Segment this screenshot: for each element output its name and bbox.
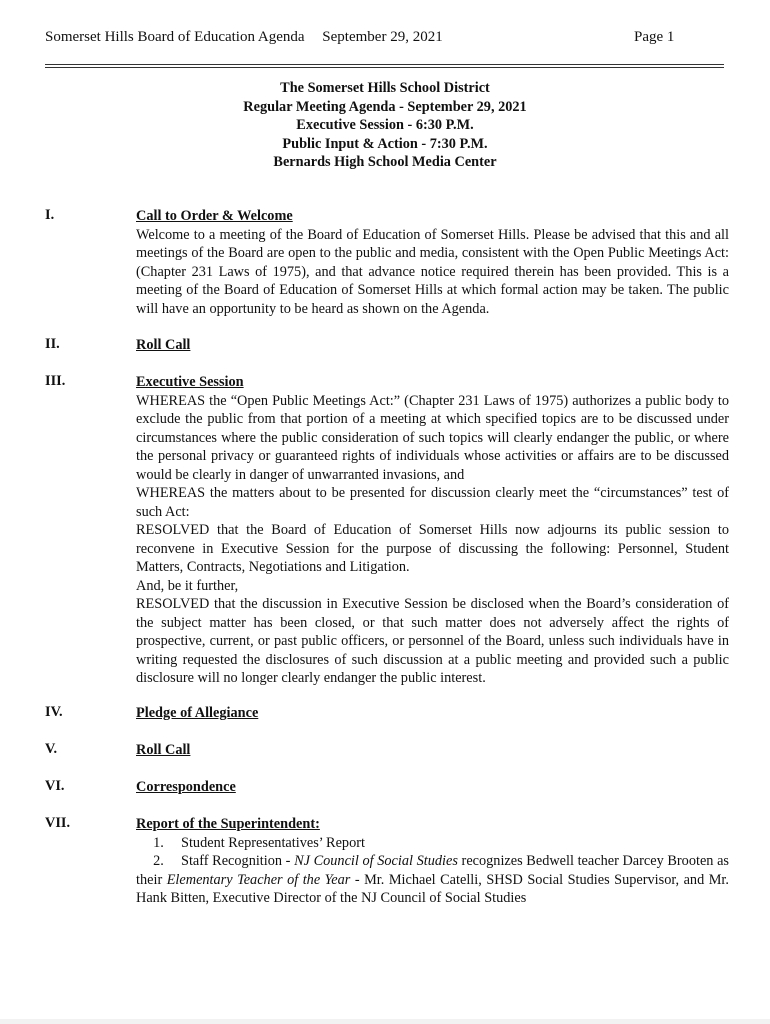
title-block [0,79,770,172]
section-number: I. [45,207,55,223]
section-heading: Call to Order & Welcome [136,208,293,224]
further-paragraph: And, be it further, [136,577,239,594]
list-item-text: Staff Recognition - [181,853,295,869]
organization-name: NJ Council of Social Studies [294,853,458,869]
section-pledge [45,704,729,723]
section-heading: Roll Call [136,337,191,353]
section-call-to-order [45,207,729,318]
resolved-paragraph: RESOLVED that the Board of Education of Somerset Hills now adjourns its public session to reconvene in Executive Session for the purpose of discussing the following: Personnel, Student Matters, Contracts, Negotiations and Litigation. [136,522,729,575]
list-item-text: recognizes Bedwell teacher Darcey Brooten as their [136,853,729,888]
section-superintendent-report [45,815,729,908]
list-item-text: - Mr. Michael Catelli, SHSD Social Studies Supervisor, and Mr. Hank Bitten, Executive Director of the NJ Council of Social Studies [136,871,729,906]
section-number: II. [45,336,60,352]
list-item [136,834,729,853]
list-item [136,852,729,908]
page-bottom-edge [0,1019,770,1024]
running-header [45,29,443,46]
section-number: VI. [45,778,65,794]
page-number: Page 1 [634,29,675,45]
title-line: Executive Session - 6:30 P.M. [296,117,474,133]
title-line: Public Input & Action - 7:30 P.M. [282,135,488,152]
section-correspondence [45,778,729,797]
header-rule [45,64,724,65]
section-executive-session [45,373,729,688]
header-org-title: Somerset Hills Board of Education Agenda [45,29,305,45]
section-heading: Report of the Superintendent: [136,816,320,832]
section-number: III. [45,373,66,389]
title-line: Bernards High School Media Center [273,154,497,170]
section-text: Welcome to a meeting of the Board of Education of Somerset Hills. Please be advised that this and all meetings of the Board are open to the public and media, consistent with the Open Public Meetings Act: (Chapter 231 Laws of 1975), and that advance notice required therein has been provided. This is a meeting of the Board of Education of Somerset Hills at which formal action may be taken. The public will have an opportunity to be heard as shown on the Agenda. [136,226,729,317]
header-rule [45,67,724,68]
section-heading: Roll Call [136,742,191,758]
section-heading: Executive Session [136,374,244,390]
section-number: VII. [45,815,71,831]
list-item-number: 2. [153,853,164,869]
section-number: IV. [45,704,63,720]
header-date: September 29, 2021 [322,29,443,45]
section-heading: Pledge of Allegiance [136,705,259,721]
resolved-paragraph: RESOLVED that the discussion in Executive Session be disclosed when the Board’s consideration of the subject matter has been closed, or that such matter does not adversely affect the rights of prospective, current, or past public officers, or personnel of the Board, unless such individuals have in writing requested the disclosures of such discussion at a public meeting and provided such a public disclosure will no longer clearly endanger the public interest. [136,596,729,686]
whereas-paragraph: WHEREAS the “Open Public Meetings Act:” (Chapter 231 Laws of 1975) authorizes a public body to exclude the public from that portion of a meeting at which specified topics are to be discussed under circumstances where the public consideration of such topics will clearly endanger the public, or where the personal privacy or guaranteed rights of individuals whose activities or affairs are to be discussed would be clearly in danger of unwarranted invasions, and [136,392,729,483]
list-item-text: Student Representatives’ Report [181,834,365,851]
section-heading: Correspondence [136,779,236,795]
list-item-number: 1. [153,834,164,851]
title-line: The Somerset Hills School District [280,80,490,96]
title-line: Regular Meeting Agenda - September 29, 2021 [243,98,527,115]
whereas-paragraph: WHEREAS the matters about to be presented for discussion clearly meet the “circumstances” test of such Act: [136,485,729,520]
section-roll-call-2 [45,741,729,760]
section-roll-call [45,336,729,355]
section-number: V. [45,741,58,757]
award-title: Elementary Teacher of the Year [166,871,351,888]
